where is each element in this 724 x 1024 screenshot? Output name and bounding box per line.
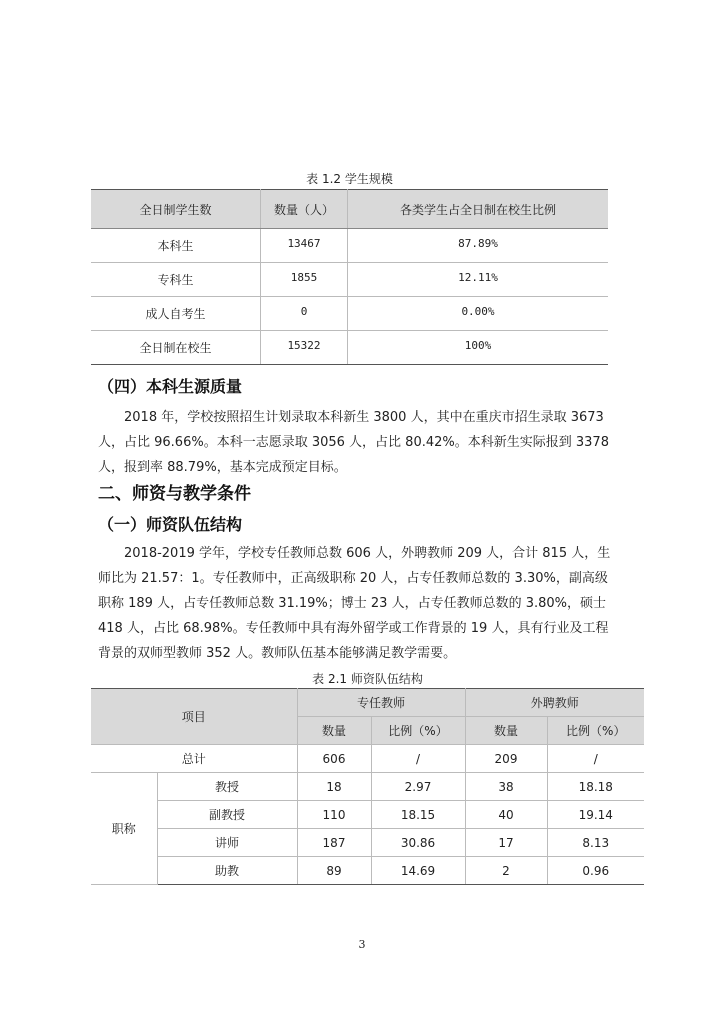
table-cell: 2 — [465, 857, 547, 885]
header-cell: 数量 — [465, 717, 547, 745]
table-cell: 教授 — [157, 773, 297, 801]
table-cell: 12.11% — [348, 263, 609, 297]
table-cell: 本科生 — [91, 229, 261, 263]
table-cell: 18.18 — [547, 773, 644, 801]
header-cell: 专任教师 — [297, 689, 465, 717]
paragraph-line: 418 人，占比 68.98%。专任教师中具有海外留学或工作背景的 19 人，具有行业及工程 — [98, 621, 609, 636]
section-heading: （一）师资队伍结构 — [98, 515, 243, 534]
table-2-1-caption: 表 2.1 师资队伍结构 — [312, 672, 423, 686]
table-header-row — [91, 190, 608, 229]
table-cell: 0.96 — [547, 857, 644, 885]
table-cell: 8.13 — [547, 829, 644, 857]
table-header-row — [91, 689, 644, 717]
table-cell: 总计 — [91, 745, 297, 773]
table-cell: 15322 — [261, 331, 348, 365]
table-cell: / — [371, 745, 465, 773]
paragraph-line: 人，报到率 88.79%，基本完成预定目标。 — [98, 460, 347, 475]
table-cell: 0 — [261, 297, 348, 331]
table-cell: / — [547, 745, 644, 773]
table-cell: 209 — [465, 745, 547, 773]
table-cell: 副教授 — [157, 801, 297, 829]
table-cell: 助教 — [157, 857, 297, 885]
table-row — [91, 773, 644, 801]
header-cell: 各类学生占全日制在校生比例 — [348, 190, 609, 229]
table-cell: 专科生 — [91, 263, 261, 297]
table-cell: 2.97 — [371, 773, 465, 801]
table-cell: 全日制在校生 — [91, 331, 261, 365]
table-row — [91, 857, 644, 885]
header-cell: 全日制学生数 — [91, 190, 261, 229]
table-cell: 18.15 — [371, 801, 465, 829]
table-cell: 14.69 — [371, 857, 465, 885]
table-1-2-caption: 表 1.2 学生规模 — [306, 172, 393, 186]
paragraph — [98, 405, 644, 480]
table-cell: 89 — [297, 857, 371, 885]
table-row — [91, 829, 644, 857]
table-row — [91, 263, 608, 297]
paragraph-line: 2018-2019 学年，学校专任教师总数 606 人，外聘教师 209 人，合计 815 人，生 — [124, 546, 611, 561]
table-cell: 1855 — [261, 263, 348, 297]
table-cell: 0.00% — [348, 297, 609, 331]
table-cell: 606 — [297, 745, 371, 773]
section-heading: （四）本科生源质量 — [98, 377, 243, 396]
paragraph-line: 2018 年，学校按照招生计划录取本科新生 3800 人，其中在重庆市招生录取 3673 — [124, 410, 604, 425]
table-cell: 19.14 — [547, 801, 644, 829]
header-cell: 数量 — [297, 717, 371, 745]
chapter-heading: 二、师资与教学条件 — [98, 484, 251, 504]
paragraph-line: 职称 189 人，占专任教师总数 31.19%；博士 23 人，占专任教师总数的 3.80%，硕士 — [98, 596, 607, 611]
table-row — [91, 745, 644, 773]
table-cell: 38 — [465, 773, 547, 801]
table-cell: 30.86 — [371, 829, 465, 857]
paragraph-line: 背景的双师型教师 352 人。教师队伍基本能够满足教学需要。 — [98, 646, 457, 661]
table-cell: 13467 — [261, 229, 348, 263]
paragraph-line: 师比为 21.57：1。专任教师中，正高级职称 20 人，占专任教师总数的 3.30%，副高级 — [98, 571, 608, 586]
table-cell: 成人自考生 — [91, 297, 261, 331]
table-row — [91, 229, 608, 263]
table-row — [91, 801, 644, 829]
table-cell: 110 — [297, 801, 371, 829]
table-row — [91, 297, 608, 331]
table-cell: 18 — [297, 773, 371, 801]
faculty-structure-table — [91, 688, 644, 885]
header-cell: 比例（%） — [547, 717, 644, 745]
table-cell: 职称 — [91, 773, 157, 885]
table-cell: 87.89% — [348, 229, 609, 263]
table-cell: 100% — [348, 331, 609, 365]
page-number: 3 — [358, 938, 366, 951]
table-row — [91, 331, 608, 365]
header-cell: 项目 — [91, 689, 297, 745]
table-cell: 187 — [297, 829, 371, 857]
table-cell: 讲师 — [157, 829, 297, 857]
table-cell: 40 — [465, 801, 547, 829]
header-cell: 比例（%） — [371, 717, 465, 745]
paragraph — [98, 541, 644, 666]
header-cell: 外聘教师 — [465, 689, 644, 717]
student-scale-table — [91, 189, 608, 365]
paragraph-line: 人，占比 96.66%。本科一志愿录取 3056 人，占比 80.42%。本科新生实际报到 3378 — [98, 435, 609, 450]
table-cell: 17 — [465, 829, 547, 857]
header-cell: 数量（人） — [261, 190, 348, 229]
